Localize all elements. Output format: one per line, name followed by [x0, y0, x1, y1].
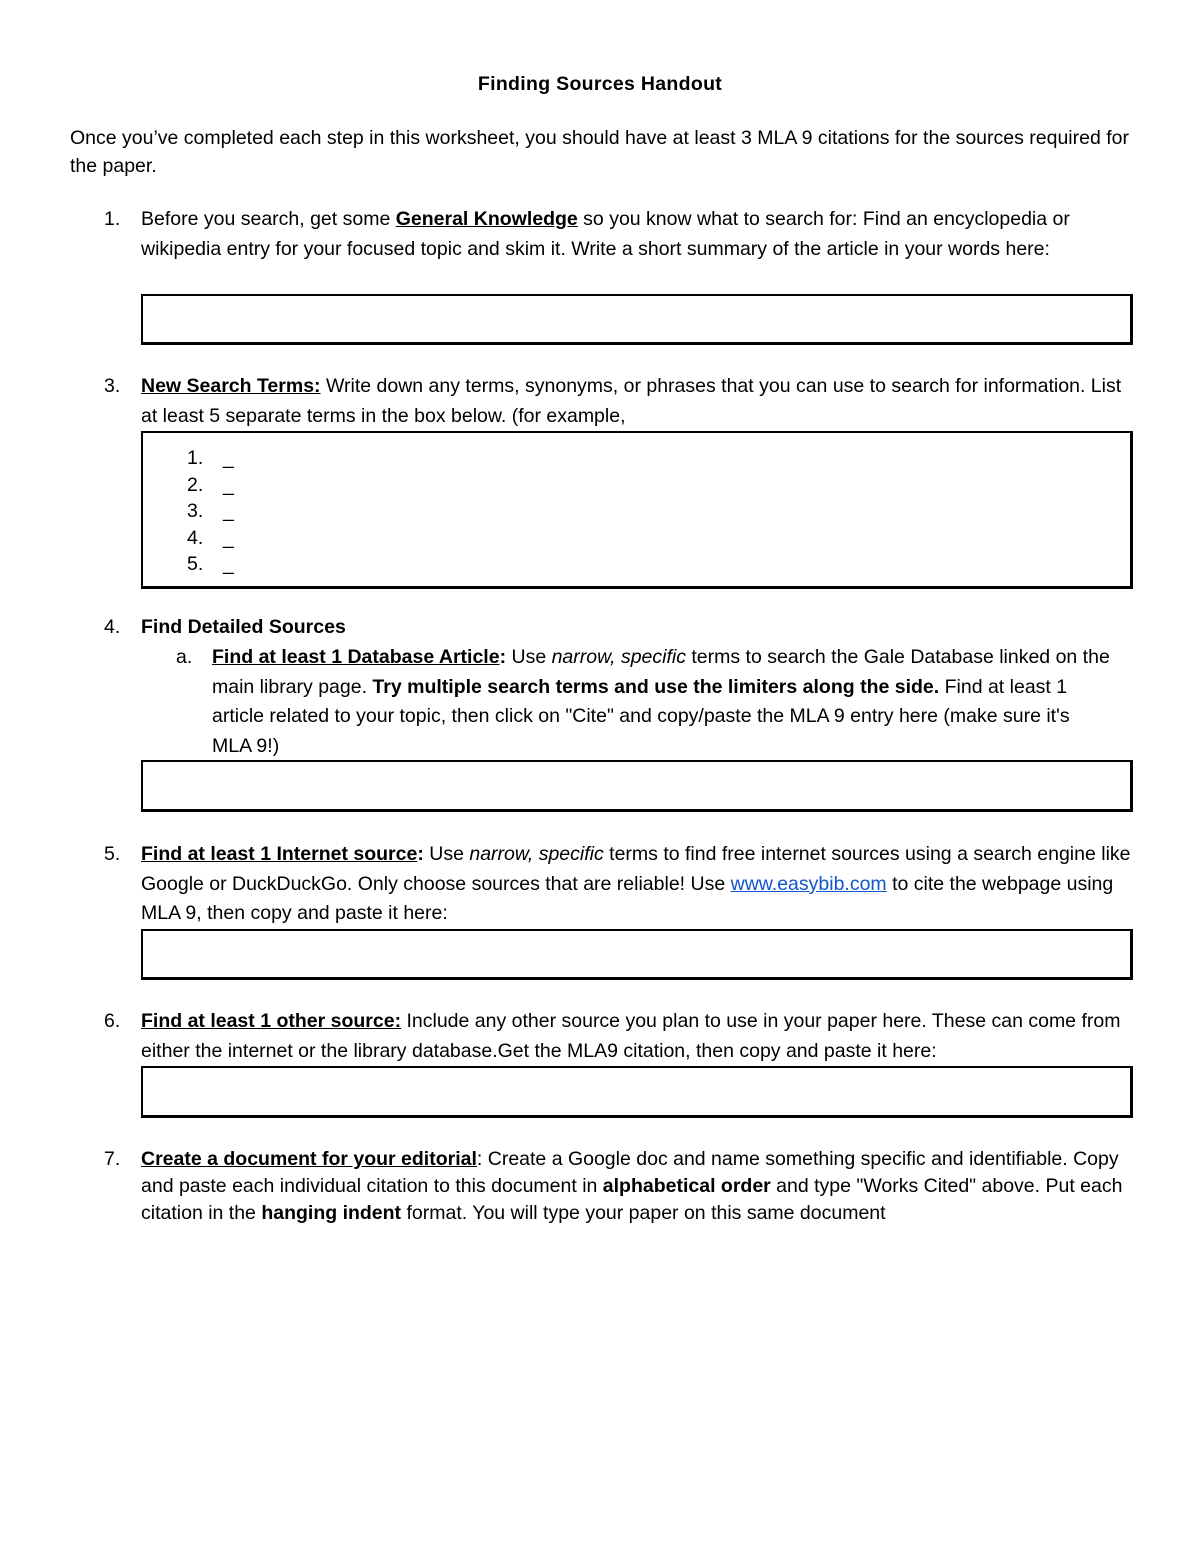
step-6: 6. Find at least 1 other source: Include any other source you plan to use in your paper here. These can come from either the internet or the library database.Get the MLA9 citation, then copy and paste it here:	[141, 1007, 1141, 1066]
step-4	[104, 613, 1141, 643]
step-4a: a. Find at least 1 Database Article: Use narrow, specific terms to search the Gale Database linked on the main library page. Try multiple search terms and use the limiters along the side. Find at least 1 article related to your topic, then click on "Cite" and copy/paste the MLA 9 entry here (make sure it's MLA 9!)	[212, 643, 1112, 761]
database-article-label: Find at least 1 Database Article	[212, 646, 500, 668]
easybib-link[interactable]: www.easybib.com	[730, 872, 887, 895]
list-item[interactable]: 3. _	[187, 500, 234, 522]
internet-source-label: Find at least 1 Internet source	[141, 843, 418, 865]
step-number: 7.	[104, 1148, 121, 1170]
step-7: 7. Create a document for your editorial: Create a Google doc and name something specific and identifiable. Copy and paste each individual citation to this document in alphabetical order and type "Works Cited" above. Put each citation in the hanging indent format. You will type your paper on this same document	[104, 1148, 1123, 1224]
step-number: 5.	[104, 843, 121, 865]
general-knowledge-label: General Knowledge	[395, 208, 578, 230]
search-terms-box[interactable]	[141, 431, 1133, 589]
summary-answer-box[interactable]	[141, 294, 1133, 345]
alphabetical-order-text: alphabetical order	[602, 1175, 771, 1197]
limiters-tip: Try multiple search terms and use the limiters along the side.	[372, 675, 940, 698]
step-3: 3. New Search Terms: Write down any terms, synonyms, or phrases that you can use to search for information. List at least 5 separate terms in the box below. (for example,	[141, 372, 1141, 431]
other-citation-box[interactable]	[141, 1066, 1133, 1118]
list-item[interactable]: 1. _	[187, 447, 234, 469]
search-terms-list	[187, 445, 234, 578]
list-item[interactable]: 2. _	[187, 473, 234, 496]
other-source-label: Find at least 1 other source:	[141, 1010, 402, 1032]
step-number: 1.	[104, 208, 121, 230]
step-5: 5. Find at least 1 Internet source: Use narrow, specific terms to find free internet sources using a search engine like Google or DuckDuckGo. Only choose sources that are reliable! Use www.easybib.com to cite the webpage using MLA 9, then copy and paste it here:	[141, 840, 1141, 929]
new-search-terms-label: New Search Terms:	[141, 375, 321, 397]
list-item[interactable]: 5. _	[187, 553, 234, 575]
list-item[interactable]: 4. _	[187, 526, 234, 549]
intro-paragraph: Once you’ve completed each step in this worksheet, you should have at least 3 MLA 9 citations for the sources required for the paper.	[70, 127, 1129, 177]
sub-step-letter: a.	[176, 646, 193, 668]
step-number: 4.	[104, 616, 121, 638]
find-detailed-sources-heading: Find Detailed Sources	[141, 616, 346, 638]
database-citation-box[interactable]	[141, 760, 1133, 812]
create-document-label: Create a document for your editorial	[141, 1148, 477, 1170]
step-1: 1. Before you search, get some General Knowledge so you know what to search for: Find an encyclopedia or wikipedia entry for your focused topic and skim it. Write a short summary of the article in your words here:	[141, 205, 1141, 264]
step-number: 3.	[104, 375, 121, 397]
page-title: Finding Sources Handout	[477, 73, 723, 95]
hanging-indent-text: hanging indent	[261, 1202, 402, 1224]
step-number: 6.	[104, 1010, 121, 1032]
internet-citation-box[interactable]	[141, 929, 1133, 980]
